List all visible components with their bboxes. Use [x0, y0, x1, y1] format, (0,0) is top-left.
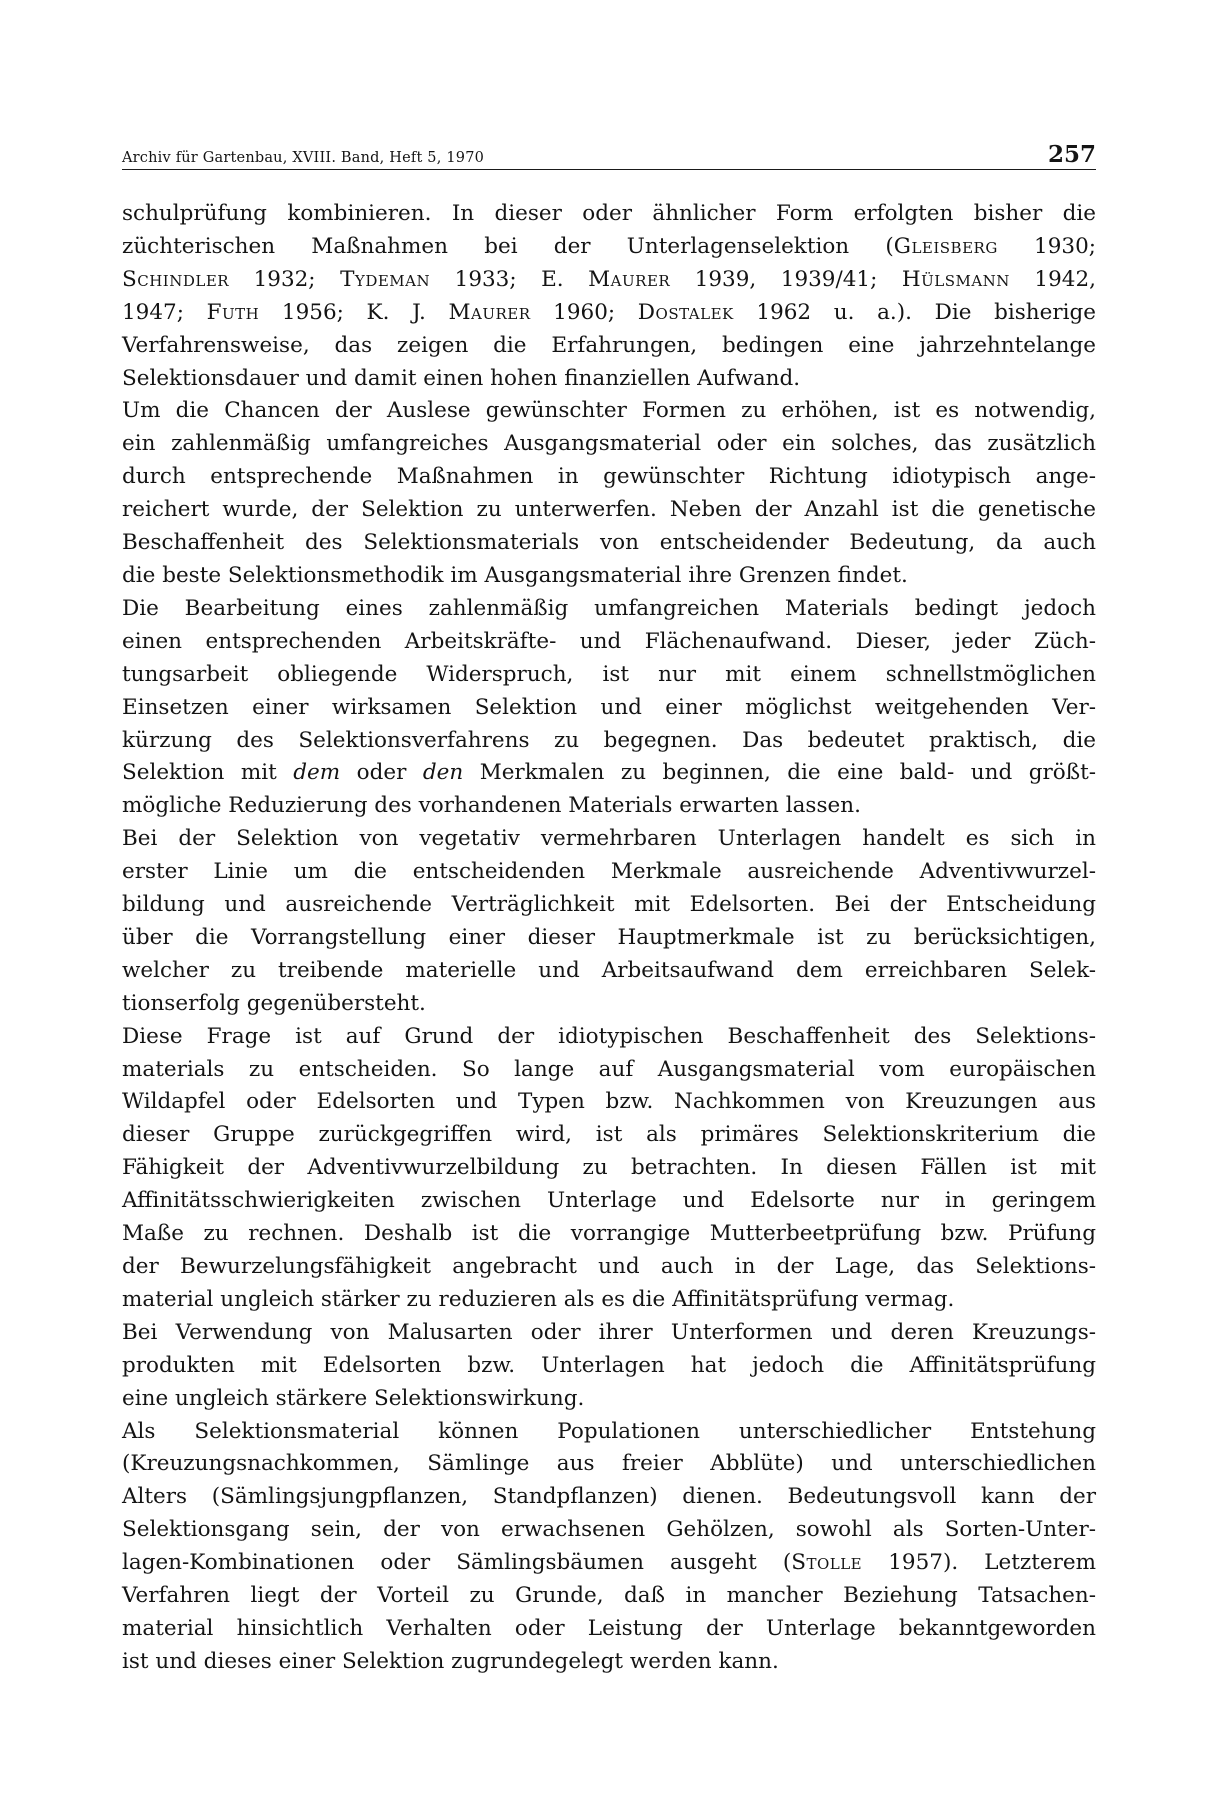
- text-line: tionserfolg gegenübersteht.: [122, 990, 426, 1016]
- running-header: [122, 143, 1096, 170]
- paragraph: [122, 593, 1096, 823]
- text-line: züchterischen Maßnahmen bei der Unterlagenselektion (Gleisberg 1930;: [122, 233, 1097, 259]
- text-line: Die Bearbeitung eines zahlenmäßig umfangreichen Materials bedingt jedoch: [122, 595, 1096, 621]
- text-line: erster Linie um die entscheidenden Merkmale ausreichende Adventivwurzel-: [122, 859, 1096, 885]
- text-line: reichert wurde, der Selektion zu unterwerfen. Neben der Anzahl ist die genetische: [122, 497, 1096, 523]
- paragraph: [122, 1021, 1096, 1317]
- text-line: Beschaffenheit des Selektionsmaterials von entscheidender Bedeutung, da auch: [122, 530, 1096, 556]
- text-line: mögliche Reduzierung des vorhandenen Materials erwarten lassen.: [122, 793, 861, 819]
- text-line: Affinitätsschwierigkeiten zwischen Unterlage und Edelsorte nur in geringem: [122, 1188, 1096, 1214]
- text-line: Fähigkeit der Adventivwurzelbildung zu betrachten. In diesen Fällen ist mit: [122, 1155, 1096, 1181]
- text-line: über die Vorrangstellung einer dieser Hauptmerkmale ist zu berücksichtigen,: [122, 924, 1096, 950]
- text-line: lagen-Kombinationen oder Sämlingsbäumen ausgeht (Stolle 1957). Letzterem: [122, 1550, 1096, 1576]
- text-line: welcher zu treibende materielle und Arbeitsaufwand dem erreichbaren Selek-: [122, 957, 1096, 983]
- text-line: bildung und ausreichende Verträglichkeit mit Edelsorten. Bei der Entscheidung: [122, 892, 1096, 918]
- text-line: eine ungleich stärkere Selektionswirkung.: [122, 1385, 585, 1411]
- text-line: schulprüfung kombinieren. In dieser oder ähnlicher Form erfolgten bisher die: [122, 201, 1096, 226]
- text-line: Schindler 1932; Tydeman 1933; E. Maurer 1939, 1939/41; Hülsmann 1942,: [122, 266, 1096, 292]
- text-line: durch entsprechende Maßnahmen in gewünschter Richtung idiotypisch ange-: [122, 464, 1096, 490]
- text-line: die beste Selektionsmethodik im Ausgangsmaterial ihre Grenzen findet.: [122, 562, 908, 588]
- text-line: Bei Verwendung von Malusarten oder ihrer Unterformen und deren Kreuzungs-: [122, 1319, 1096, 1345]
- article-body: [122, 198, 1096, 1679]
- text-line: (Kreuzungsnachkommen, Sämlinge aus freier Abblüte) und unterschiedlichen: [122, 1451, 1096, 1477]
- paragraph: [122, 395, 1096, 592]
- text-line: Verfahren liegt der Vorteil zu Grunde, daß in mancher Beziehung Tatsachen-: [122, 1583, 1096, 1609]
- paragraph: [122, 1416, 1096, 1679]
- text-line: dieser Gruppe zurückgegriffen wird, ist als primäres Selektionskriterium die: [122, 1122, 1096, 1148]
- text-line: Diese Frage ist auf Grund der idiotypischen Beschaffenheit des Selektions-: [122, 1023, 1096, 1049]
- text-line: einen entsprechenden Arbeitskräfte- und Flächenaufwand. Dieser, jeder Züch-: [122, 628, 1096, 654]
- text-line: Selektionsdauer und damit einen hohen finanziellen Aufwand.: [122, 365, 801, 391]
- text-line: Bei der Selektion von vegetativ vermehrbaren Unterlagen handelt es sich in: [122, 826, 1096, 852]
- text-line: Einsetzen einer wirksamen Selektion und einer möglichst weitgehenden Ver-: [122, 694, 1096, 720]
- paragraph: [122, 823, 1096, 1020]
- text-line: kürzung des Selektionsverfahrens zu begegnen. Das bedeutet praktisch, die: [122, 727, 1096, 753]
- text-line: Selektionsgang sein, der von erwachsenen Gehölzen, sowohl als Sorten-Unter-: [122, 1517, 1096, 1543]
- paragraph: [122, 198, 1096, 395]
- text-line: Um die Chancen der Auslese gewünschter Formen zu erhöhen, ist es notwendig,: [122, 398, 1096, 424]
- text-line: ein zahlenmäßig umfangreiches Ausgangsmaterial oder ein solches, das zusätzlich: [122, 431, 1096, 457]
- text-line: material ungleich stärker zu reduzieren als es die Affinitätsprüfung vermag.: [122, 1286, 955, 1312]
- text-line: Wildapfel oder Edelsorten und Typen bzw. Nachkommen von Kreuzungen aus: [122, 1089, 1096, 1115]
- paragraph: [122, 1317, 1096, 1416]
- text-line: Als Selektionsmaterial können Populationen unterschiedlicher Entstehung: [122, 1418, 1096, 1444]
- text-line: materials zu entscheiden. So lange auf Ausgangsmaterial vom europäischen: [122, 1056, 1096, 1082]
- text-line: der Bewurzelungsfähigkeit angebracht und auch in der Lage, das Selektions-: [122, 1254, 1096, 1279]
- journal-citation: Archiv für Gartenbau, XVIII. Band, Heft 5, 1970: [122, 150, 485, 166]
- text-line: tungsarbeit obliegende Widerspruch, ist nur mit einem schnellstmöglichen: [122, 661, 1096, 687]
- text-line: Alters (Sämlingsjungpflanzen, Standpflanzen) dienen. Bedeutungsvoll kann der: [122, 1484, 1096, 1510]
- text-line: Maße zu rechnen. Deshalb ist die vorrangige Mutterbeetprüfung bzw. Prüfung: [122, 1221, 1096, 1247]
- text-line: Verfahrensweise, das zeigen die Erfahrungen, bedingen eine jahrzehntelange: [122, 332, 1096, 358]
- text-line: 1947; Futh 1956; K. J. Maurer 1960; Dostalek 1962 u. a.). Die bisherige: [122, 299, 1096, 325]
- text-line: produkten mit Edelsorten bzw. Unterlagen hat jedoch die Affinitätsprüfung: [122, 1352, 1096, 1378]
- text-line: material hinsichtlich Verhalten oder Leistung der Unterlage bekanntgeworden: [122, 1615, 1096, 1641]
- page-number: 257: [1047, 141, 1096, 168]
- text-line: Selektion mit dem oder den Merkmalen zu beginnen, die eine bald- und größt-: [122, 760, 1096, 786]
- text-line: ist und dieses einer Selektion zugrundegelegt werden kann.: [122, 1648, 779, 1674]
